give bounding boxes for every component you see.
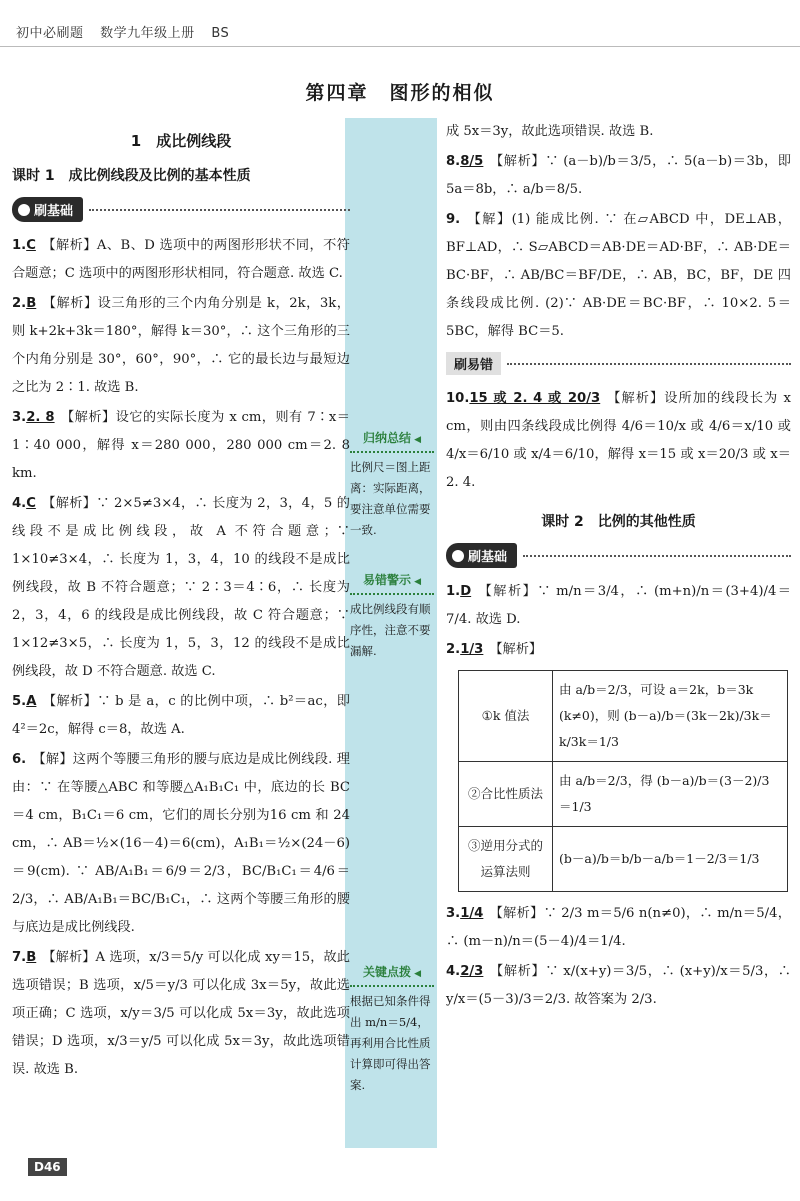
side-note-title: 归纳总结 ◀ <box>350 428 434 453</box>
answer-item: 9. 【解】(1) 能成比例. ∵ 在▱ABCD 中，DE⊥AB，BF⊥AD，∴ S▱ABCD＝AB·DE＝AD·BF，∴ AB·DE＝BC·BF，∴ AB/BC＝BF/DE，∴ AB，BC，BF，DE 四条线段成比例. (2)∵ AB·DE＝BC·BF，∴ 10×2. 5＝5BC，解得 BC＝5. <box>446 212 791 339</box>
basic-badge: 刷基础 <box>446 543 517 568</box>
answer-item: 1.D 【解析】∵ m/n＝3/4，∴ (m+n)/n＝(3+4)/4＝7/4. 故选 D. <box>446 584 791 627</box>
badge-icon <box>18 204 30 216</box>
side-note-title: 关键点拨 ◀ <box>350 962 434 987</box>
right-column <box>446 118 791 1016</box>
dotted-rule <box>523 555 791 557</box>
answer-item: 5.A 【解析】∵ b 是 a，c 的比例中项，∴ b²＝ac，即 4²＝2c，解得 c＝8，故选 A. <box>12 694 350 737</box>
chapter-title: 第四章 图形的相似 <box>305 82 495 104</box>
method-cell: ①k 值法 <box>459 671 553 762</box>
method-table <box>458 670 788 892</box>
left-column <box>12 118 350 1086</box>
method-cell: ③逆用分式的运算法则 <box>459 827 553 892</box>
answer-item: 4.C 【解析】∵ 2×5≠3×4，∴ 长度为 2，3，4，5 的线段不是成比例线段，故 A 不符合题意；∵ 1×10≠3×4，∴ 长度为 1，3，4，10 的线段不是成比例线段，故 B 不符合题意；∵ 2∶3＝4∶6，∴ 长度为 2，3，4，6 的线段是成比例线段，故 C 符合题意；∵ 1×12≠3×5，∴ 长度为 1，5，3，12 的线段不是成比例线段，故 D 不符合题意. 故选 C. <box>12 496 350 679</box>
header-rule <box>0 46 800 47</box>
dotted-rule <box>507 363 791 365</box>
side-note <box>350 428 434 541</box>
basic-badge: 刷基础 <box>12 197 83 222</box>
answer-item: 1.C 【解析】A、B、D 选项中的两图形形状不同，不符合题意；C 选项中的两图形形状相同，符合题意. 故选 C. <box>12 238 350 281</box>
subject-name: 数学九年级上册 <box>100 26 195 41</box>
section-title: 1 成比例线段 <box>130 132 232 150</box>
answer-item: 10.15 或 2. 4 或 20/3 【解析】设所加的线段长为 x cm，则由四条线段成比例得 4/6＝10/x 或 4/6＝x/10 或 4/x＝6/10 或 x/4＝6/10，解得 x＝15 或 x＝20/3 或 x＝2. 4. <box>446 391 791 490</box>
page-header <box>16 22 229 41</box>
page-number: D46 <box>28 1158 67 1176</box>
dotted-rule <box>89 209 350 211</box>
content-cell: 由 a/b＝2/3，得 (b－a)/b＝(3－2)/3＝1/3 <box>553 762 788 827</box>
side-note <box>350 962 434 1096</box>
book-name: 初中必刷题 <box>16 26 84 41</box>
table-row <box>459 762 788 827</box>
answer-item: 3.1/4 【解析】∵ 2/3 m＝5/6 n(n≠0)，∴ m/n＝5/4，∴ (m－n)/n＝(5－4)/4＝1/4. <box>446 906 791 949</box>
lesson2-title: 课时 2 比例的其他性质 <box>541 514 696 530</box>
error-badge-row <box>446 352 791 375</box>
answer-item: 3.2. 8 【解析】设它的实际长度为 x cm，则有 7∶x＝1∶40 000，解得 x＝280 000，280 000 cm＝2. 8 km. <box>12 410 350 481</box>
error-badge: 刷易错 <box>446 352 501 375</box>
content-cell: (b－a)/b＝b/b－a/b＝1－2/3＝1/3 <box>553 827 788 892</box>
side-note-text: 比例尺＝图上距离：实际距离，要注意单位需要一致. <box>350 460 431 537</box>
answer-item: 7.B 【解析】A 选项，x/3＝5/y 可以化成 xy＝15，故此选项错误；B 选项，x/5＝y/3 可以化成 3x＝5y，故此选项正确；C 选项，x/y＝3/5 可以化成 5x＝3y，故此选项错误；D 选项，x/3＝y/5 可以化成 5x＝3y，故此选项错误. 故选 B. <box>12 950 350 1077</box>
side-note-text: 根据已知条件得出 m/n＝5/4，再利用合比性质计算即可得出答案. <box>350 994 431 1092</box>
answer-item: 4.2/3 【解析】∵ x/(x+y)＝3/5，∴ (x+y)/x＝5/3，∴ y/x＝(5－3)/3＝2/3. 故答案为 2/3. <box>446 964 791 1007</box>
table-row <box>459 827 788 892</box>
method-cell: ②合比性质法 <box>459 762 553 827</box>
basic-badge-row <box>446 543 791 568</box>
answer-item: 2.B 【解析】设三角形的三个内角分别是 k，2k，3k，则 k+2k+3k＝180°，解得 k＝30°，∴ 这个三角形的三个内角分别是 30°，60°，90°，∴ 它的最长边与最短边之比为 2∶1. 故选 B. <box>12 296 350 395</box>
content-cell: 由 a/b＝2/3，可设 a＝2k，b＝3k (k≠0)，则 (b－a)/b＝(3k－2k)/3k＝k/3k＝1/3 <box>553 671 788 762</box>
side-note-title: 易错警示 ◀ <box>350 570 434 595</box>
answer-item: 2.1/3 【解析】 <box>446 642 543 657</box>
continuation-text: 成 5x＝3y，故此选项错误. 故选 B. <box>446 124 654 139</box>
side-note-text: 成比例线段有顺序性，注意不要漏解. <box>350 602 431 658</box>
answer-item: 8.8/5 【解析】∵ (a－b)/b＝3/5，∴ 5(a－b)＝3b，即 5a＝8b，∴ a/b＝8/5. <box>446 154 791 197</box>
answer-item: 6. 【解】这两个等腰三角形的腰与底边是成比例线段. 理由：∵ 在等腰△ABC 和等腰△A₁B₁C₁ 中，底边的长 BC＝4 cm，B₁C₁＝6 cm，它们的周长分别为16 cm 和 24 cm，∴ AB＝½×(16－4)＝6(cm)，A₁B₁＝½×(24－6)＝9(cm). ∵ AB/A₁B₁＝6/9＝2/3，BC/B₁C₁＝4/6＝2/3，∴ AB/A₁B₁＝BC/B₁C₁，∴ 这两个等腰三角形的腰与底边是成比例线段. <box>12 752 350 935</box>
badge-icon <box>452 550 464 562</box>
lesson1-title: 课时 1 成比例线段及比例的基本性质 <box>12 168 251 184</box>
table-row <box>459 671 788 762</box>
edition-tag: BS <box>211 26 230 41</box>
side-note <box>350 570 434 662</box>
basic-badge-row <box>12 197 350 222</box>
